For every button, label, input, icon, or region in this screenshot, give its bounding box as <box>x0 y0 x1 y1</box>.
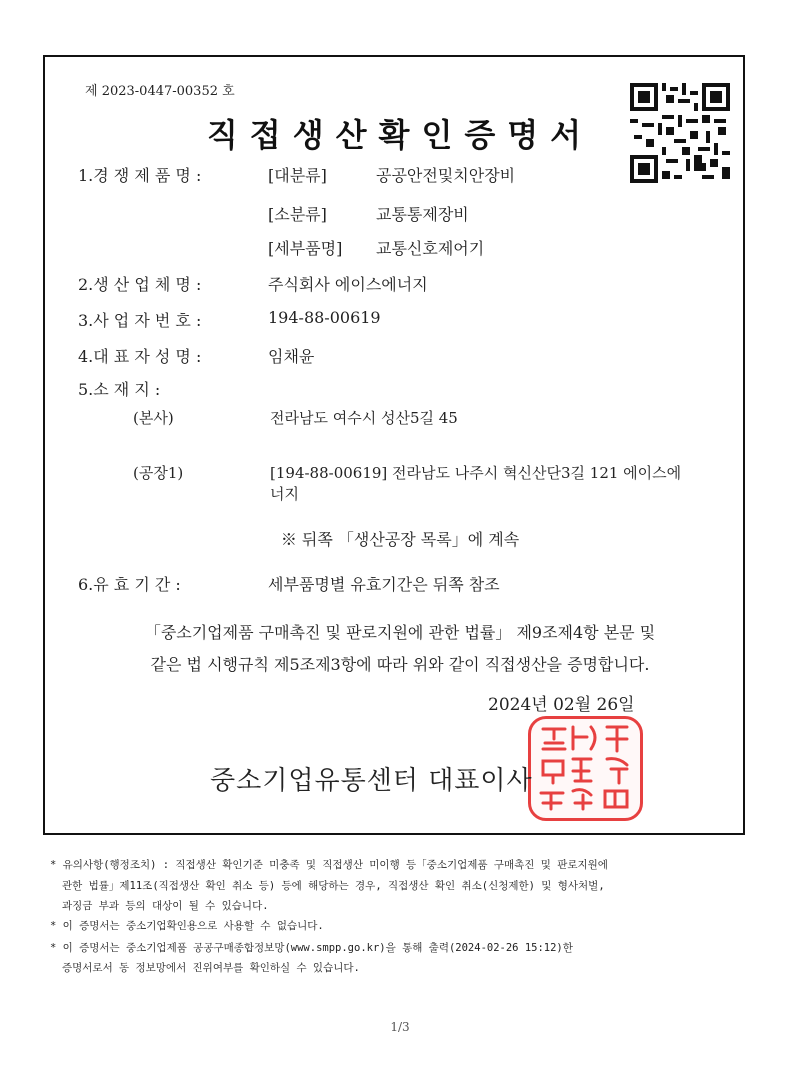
footer-note1-line3: 과징금 부과 등의 대상이 될 수 있습니다. <box>62 900 269 912</box>
detail-category-value: 교통신호제어기 <box>376 239 485 258</box>
certificate-title: 직접생산확인증명서 <box>206 116 594 154</box>
bizno-label: 3.사 업 자 번 호 : <box>78 311 202 330</box>
footer-note3-line2: 증명서로서 동 정보망에서 진위여부를 확인하실 수 있습니다. <box>62 962 360 974</box>
footer-note1-line1: * 유의사항(행정조치) : 직접생산 확인기준 미충족 및 직접생산 미이행 등「중소기업제품 구매촉진 및 판로지원에 <box>50 859 608 871</box>
law-text-line1: 「중소기업제품 구매촉진 및 판로지원에 관한 법률」 제9조제4항 본문 및 <box>144 623 656 642</box>
detail-category-tag: [세부품명] <box>268 239 343 258</box>
product-label: 1.경 쟁 제 품 명 : <box>78 166 202 185</box>
footer-note2: * 이 증명서는 중소기업확인용으로 사용할 수 없습니다. <box>50 920 324 932</box>
certificate-number: 제 2023-0447-00352 호 <box>85 84 235 99</box>
minor-category-tag: [소분류] <box>268 205 327 224</box>
law-text-line2: 같은 법 시행규칙 제5조제3항에 따라 위와 같이 직접생산을 증명합니다. <box>150 655 650 674</box>
page-number: 1/3 <box>390 1020 410 1034</box>
company-value: 주식회사 에이스에너지 <box>268 275 428 294</box>
issuer-name: 중소기업유통센터 대표이사 <box>210 766 533 796</box>
bizno-value: 194-88-00619 <box>268 308 381 327</box>
validity-value: 세부품명별 유효기간은 뒤쪽 참조 <box>268 575 500 594</box>
major-category-tag: [대분류] <box>268 166 327 185</box>
ceo-value: 임채윤 <box>268 347 315 366</box>
continued-note: ※ 뒤쪽 「생산공장 목록」에 계속 <box>280 530 520 549</box>
qr-code[interactable] <box>630 83 730 183</box>
hq-address: 전라남도 여수시 성산5길 45 <box>270 409 458 427</box>
seal-glyphs <box>531 719 640 818</box>
factory-label: (공장1) <box>133 464 184 482</box>
validity-label: 6.유 효 기 간 : <box>78 575 181 594</box>
official-seal <box>528 716 643 821</box>
hq-label: (본사) <box>133 409 174 427</box>
factory-address-line2: 너지 <box>270 485 299 503</box>
footer-note3-line1: * 이 증명서는 중소기업제품 공공구매종합정보망(www.smpp.go.kr)을 통해 출력(2024-02-26 15:12)한 <box>50 942 573 954</box>
ceo-label: 4.대 표 자 성 명 : <box>78 347 202 366</box>
company-label: 2.생 산 업 체 명 : <box>78 275 202 294</box>
major-category-value: 공공안전및치안장비 <box>376 166 516 185</box>
factory-address-line1: [194-88-00619] 전라남도 나주시 혁신산단3길 121 에이스에 <box>270 464 682 482</box>
issue-date: 2024년 02월 26일 <box>488 695 635 715</box>
footer-note1-line2: 관한 법률」제11조(직접생산 확인 취소 등) 등에 해당하는 경우, 직접생산 확인 취소(신청제한) 및 형사처벌, <box>62 880 605 892</box>
minor-category-value: 교통통제장비 <box>376 205 469 224</box>
address-label: 5.소 재 지 : <box>78 380 161 399</box>
